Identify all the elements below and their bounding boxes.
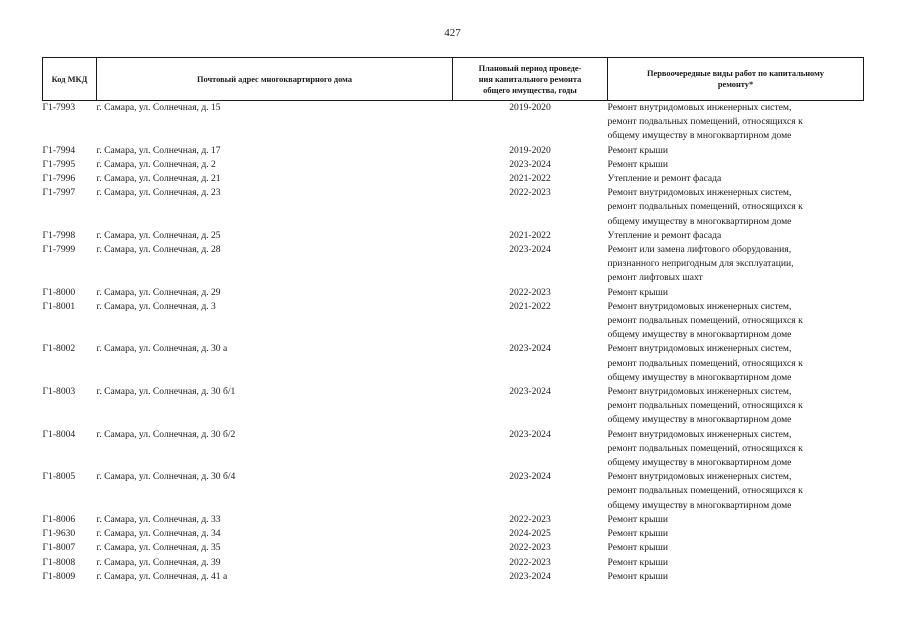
cell-works (608, 385, 864, 428)
cell-works (608, 470, 864, 513)
table-row (43, 342, 864, 385)
cell-address: г. Самара, ул. Солнечная, д. 33 (96, 513, 221, 525)
table-header-row (43, 58, 864, 101)
table-row (43, 385, 864, 428)
works-line: Ремонт внутридомовых инженерных систем, (607, 386, 792, 398)
cell-period: 2023-2024 (509, 471, 551, 483)
works-line: ремонт подвальных помещений, относящихся к (607, 201, 803, 213)
cell-period: 2019-2020 (509, 102, 551, 113)
header-period-line: ния капитального ремонта (478, 74, 582, 84)
cell-address: г. Самара, ул. Солнечная, д. 28 (96, 244, 221, 256)
works-line: Ремонт крыши (607, 513, 668, 525)
cell-code: Г1-9630 (42, 528, 76, 540)
cell-period: 2023-2024 (509, 343, 551, 355)
cell-code: Г1-7993 (42, 102, 76, 113)
works-line: Ремонт или замена лифтового оборудования, (607, 244, 792, 256)
works-line: Ремонт внутридомовых инженерных систем, (607, 187, 792, 199)
header-period-line: общего имущества, годы (483, 85, 577, 95)
cell-address: г. Самара, ул. Солнечная, д. 17 (96, 144, 221, 156)
works-line: Ремонт крыши (607, 286, 668, 298)
table-body (43, 101, 864, 584)
cell-code: Г1-8001 (42, 300, 76, 312)
cell-works (608, 513, 864, 527)
works-line: признанного непригодным для эксплуатации, (607, 258, 794, 270)
works-line: Ремонт внутридомовых инженерных систем, (607, 343, 792, 355)
table-row (43, 158, 864, 172)
cell-code: Г1-7994 (42, 144, 76, 156)
header-works-line: ремонту* (717, 80, 754, 89)
table-row (43, 172, 864, 186)
cell-period: 2019-2020 (509, 144, 551, 156)
cell-address: г. Самара, ул. Солнечная, д. 25 (96, 229, 221, 241)
cell-code: Г1-7998 (42, 229, 76, 241)
capital-repair-table (42, 57, 864, 584)
header-code: Код МКД (43, 58, 97, 101)
cell-period: 2021-2022 (509, 229, 551, 241)
cell-address: г. Самара, ул. Солнечная, д. 15 (96, 102, 221, 113)
cell-works (608, 101, 864, 144)
cell-works (608, 570, 864, 584)
cell-code: Г1-7996 (42, 173, 76, 185)
works-line: общему имуществу в многоквартирном доме (607, 371, 792, 383)
cell-works (608, 158, 864, 172)
cell-period: 2023-2024 (509, 428, 551, 440)
cell-address: г. Самара, ул. Солнечная, д. 30 а (96, 343, 228, 355)
cell-works (608, 144, 864, 158)
works-line: Утепление и ремонт фасада (607, 173, 722, 185)
cell-address: г. Самара, ул. Солнечная, д. 29 (96, 286, 221, 298)
cell-works (608, 556, 864, 570)
table-row (43, 229, 864, 243)
works-line: общему имуществу в многоквартирном доме (607, 457, 792, 469)
cell-code: Г1-7997 (42, 187, 76, 199)
cell-address: г. Самара, ул. Солнечная, д. 30 б/1 (96, 386, 236, 398)
cell-works (608, 243, 864, 286)
table-row (43, 556, 864, 570)
works-line: Ремонт крыши (607, 556, 668, 568)
table-row (43, 101, 864, 144)
works-line: Ремонт крыши (607, 158, 668, 170)
cell-code: Г1-8006 (42, 513, 76, 525)
cell-works (608, 186, 864, 229)
works-line: Ремонт крыши (607, 570, 668, 582)
cell-period: 2021-2022 (509, 300, 551, 312)
works-line: ремонт подвальных помещений, относящихся к (607, 116, 803, 128)
works-line: общему имуществу в многоквартирном доме (607, 215, 792, 227)
cell-address: г. Самара, ул. Солнечная, д. 41 а (96, 570, 228, 582)
cell-code: Г1-8005 (42, 471, 76, 483)
table-row (43, 428, 864, 471)
page-number: 427 (444, 27, 461, 39)
works-line: Утепление и ремонт фасада (607, 229, 722, 241)
works-line: Ремонт крыши (607, 542, 668, 554)
works-line: общему имуществу в многоквартирном доме (607, 329, 792, 341)
cell-works (608, 428, 864, 471)
cell-period: 2023-2024 (509, 386, 551, 398)
works-line: общему имуществу в многоквартирном доме (607, 499, 792, 511)
cell-code: Г1-7999 (42, 244, 76, 256)
table-row (43, 541, 864, 555)
cell-works (608, 300, 864, 343)
table-row (43, 300, 864, 343)
works-line: Ремонт внутридомовых инженерных систем, (607, 102, 792, 113)
works-line: Ремонт внутридомовых инженерных систем, (607, 471, 792, 483)
cell-period: 2022-2023 (509, 556, 551, 568)
cell-code: Г1-8009 (42, 570, 76, 582)
table-row (43, 513, 864, 527)
cell-period: 2022-2023 (509, 513, 551, 525)
cell-period: 2022-2023 (509, 286, 551, 298)
cell-works (608, 172, 864, 186)
cell-code: Г1-8000 (42, 286, 76, 298)
cell-period: 2022-2023 (509, 542, 551, 554)
works-line: ремонт подвальных помещений, относящихся к (607, 442, 803, 454)
header-address: Почтовый адрес многоквартирного дома (97, 58, 453, 101)
cell-address: г. Самара, ул. Солнечная, д. 39 (96, 556, 221, 568)
cell-works (608, 342, 864, 385)
cell-address: г. Самара, ул. Солнечная, д. 30 б/2 (96, 428, 236, 440)
table-row (43, 470, 864, 513)
cell-period: 2021-2022 (509, 173, 551, 185)
cell-address: г. Самара, ул. Солнечная, д. 2 (96, 158, 216, 170)
cell-address: г. Самара, ул. Солнечная, д. 34 (96, 528, 221, 540)
works-line: Ремонт крыши (607, 528, 668, 540)
works-line: общему имуществу в многоквартирном доме (607, 414, 792, 426)
cell-works (608, 541, 864, 555)
cell-works (608, 286, 864, 300)
header-works (608, 58, 864, 101)
works-line: ремонт подвальных помещений, относящихся к (607, 485, 803, 497)
works-line: Ремонт внутридомовых инженерных систем, (607, 300, 792, 312)
cell-address: г. Самара, ул. Солнечная, д. 30 б/4 (96, 471, 236, 483)
header-period-line: Плановый период проведе- (478, 63, 582, 73)
works-line: ремонт лифтовых шахт (607, 272, 703, 284)
works-line: ремонт подвальных помещений, относящихся к (607, 315, 803, 327)
table-row (43, 570, 864, 584)
cell-period: 2024-2025 (509, 528, 551, 540)
cell-period: 2023-2024 (509, 570, 551, 582)
table-row (43, 144, 864, 158)
works-line: ремонт подвальных помещений, относящихся к (607, 357, 803, 369)
works-line: Ремонт внутридомовых инженерных систем, (607, 428, 792, 440)
cell-works (608, 229, 864, 243)
cell-period: 2022-2023 (509, 187, 551, 199)
table-row (43, 527, 864, 541)
cell-code: Г1-8004 (42, 428, 76, 440)
header-works-line: Первоочередные виды работ по капитальному (647, 69, 824, 78)
cell-period: 2023-2024 (509, 244, 551, 256)
cell-code: Г1-8003 (42, 386, 76, 398)
cell-period: 2023-2024 (509, 158, 551, 170)
cell-code: Г1-8002 (42, 343, 76, 355)
cell-address: г. Самара, ул. Солнечная, д. 23 (96, 187, 221, 199)
cell-code: Г1-8008 (42, 556, 76, 568)
cell-address: г. Самара, ул. Солнечная, д. 3 (96, 300, 216, 312)
cell-address: г. Самара, ул. Солнечная, д. 21 (96, 173, 221, 185)
cell-code: Г1-7995 (42, 158, 76, 170)
table-row (43, 286, 864, 300)
works-line: Ремонт крыши (607, 144, 668, 156)
table-row (43, 186, 864, 229)
works-line: ремонт подвальных помещений, относящихся к (607, 400, 803, 412)
cell-works (608, 527, 864, 541)
header-period (453, 58, 608, 101)
table-row (43, 243, 864, 286)
works-line: общему имуществу в многоквартирном доме (607, 130, 792, 142)
cell-code: Г1-8007 (42, 542, 76, 554)
cell-address: г. Самара, ул. Солнечная, д. 35 (96, 542, 221, 554)
